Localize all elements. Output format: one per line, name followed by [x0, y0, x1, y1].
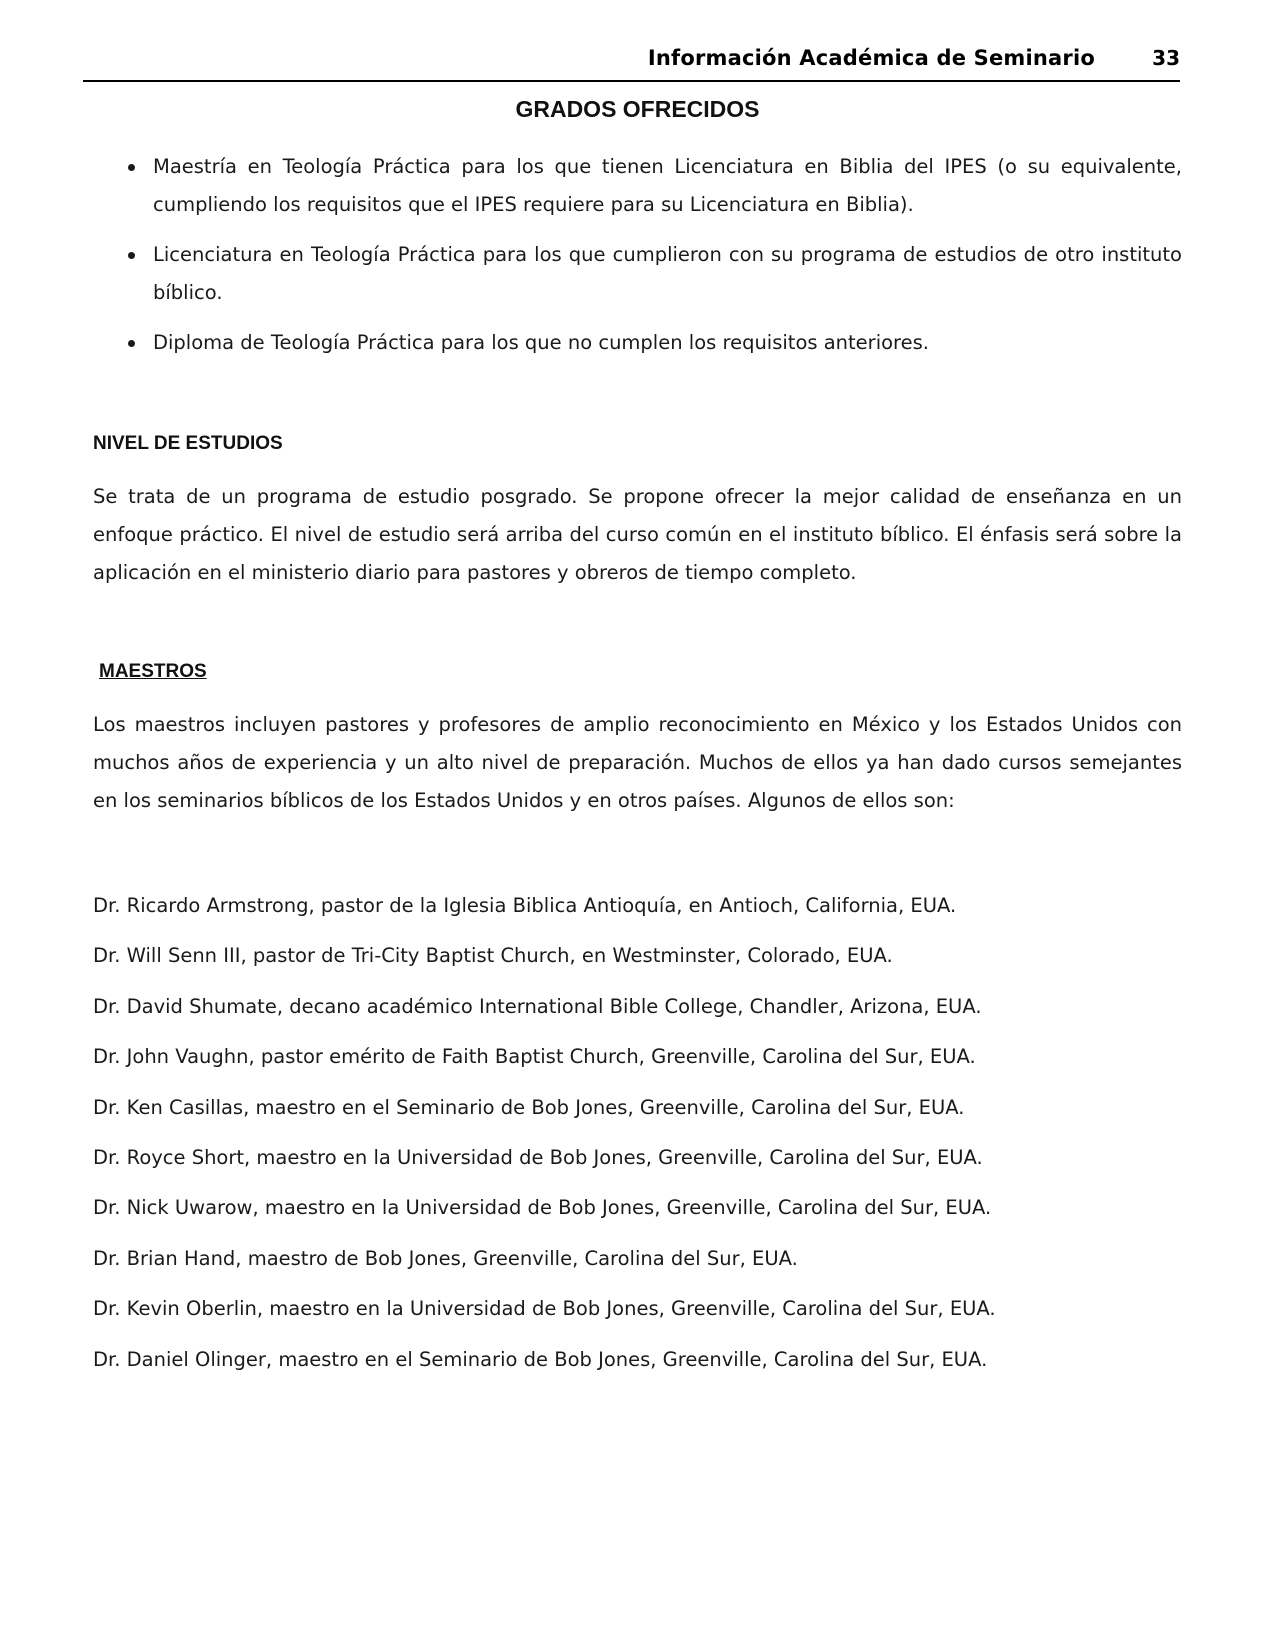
teacher-item: Dr. Will Senn III, pastor de Tri-City Baptist Church, en Westminster, Colorado, EUA. — [93, 944, 893, 968]
teacher-item: Dr. Ken Casillas, maestro en el Seminario de Bob Jones, Greenville, Carolina del Sur, EUA. — [93, 1095, 965, 1119]
teacher-item: Dr. Brian Hand, maestro de Bob Jones, Greenville, Carolina del Sur, EUA. — [93, 1246, 798, 1270]
study-level-paragraph: Se trata de un programa de estudio posgrado. Se propone ofrecer la mejor calidad de enseñanza en un enfoque práctico. El nivel de estudio será arriba del curso común en el instituto bíblico. El énfasis será sobre la aplicación en el ministerio diario para pastores y obreros de tiempo completo. — [93, 485, 1182, 584]
teacher-item: Dr. John Vaughn, pastor emérito de Faith Baptist Church, Greenville, Carolina del Sur, EUA. — [93, 1045, 976, 1069]
degree-item-bachelors: Licenciatura en Teología Práctica para los que cumplieron con su programa de estudios de otro instituto bíblico. — [95, 236, 1182, 312]
teacher-item: Dr. Nick Uwarow, maestro en la Universidad de Bob Jones, Greenville, Carolina del Sur, EUA. — [93, 1196, 992, 1220]
section-title-degrees: GRADOS OFRECIDOS — [515, 96, 760, 122]
teacher-item: Dr. Daniel Olinger, maestro en el Seminario de Bob Jones, Greenville, Carolina del Sur, EUA. — [93, 1347, 988, 1371]
study-level-heading: NIVEL DE ESTUDIOS — [93, 433, 283, 454]
page-header — [83, 44, 1180, 82]
teacher-item: Dr. Ricardo Armstrong, pastor de la Iglesia Biblica Antioquía, en Antioch, California, EUA. — [93, 894, 957, 917]
teachers-intro-paragraph: Los maestros incluyen pastores y profesores de amplio reconocimiento en México y los Estados Unidos con muchos años de experiencia y un alto nivel de preparación. Muchos de ellos ya han dado cursos semejantes en los seminarios bíblicos de los Estados Unidos y en otros países. Algunos de ellos son: — [93, 713, 1182, 812]
teacher-list — [93, 881, 1182, 1385]
teacher-item: Dr. Kevin Oberlin, maestro en la Universidad de Bob Jones, Greenville, Carolina del Sur, EUA. — [93, 1297, 996, 1321]
degree-item-masters: Maestría en Teología Práctica para los que tienen Licenciatura en Biblia del IPES (o su equivalente, cumpliendo los requisitos que el IPES requiere para su Licenciatura en Biblia). — [95, 148, 1182, 224]
page-number: 33 — [1152, 46, 1180, 70]
teacher-item: Dr. Royce Short, maestro en la Universidad de Bob Jones, Greenville, Carolina del Sur, EUA. — [93, 1146, 983, 1170]
degree-list — [95, 148, 1182, 374]
teachers-heading: MAESTROS — [99, 661, 207, 682]
header-title: Información Académica de Seminario — [647, 46, 1095, 70]
degree-item-diploma: Diploma de Teología Práctica para los que no cumplen los requisitos anteriores. — [95, 324, 1182, 362]
teacher-item: Dr. David Shumate, decano académico International Bible College, Chandler, Arizona, EUA. — [93, 994, 982, 1018]
